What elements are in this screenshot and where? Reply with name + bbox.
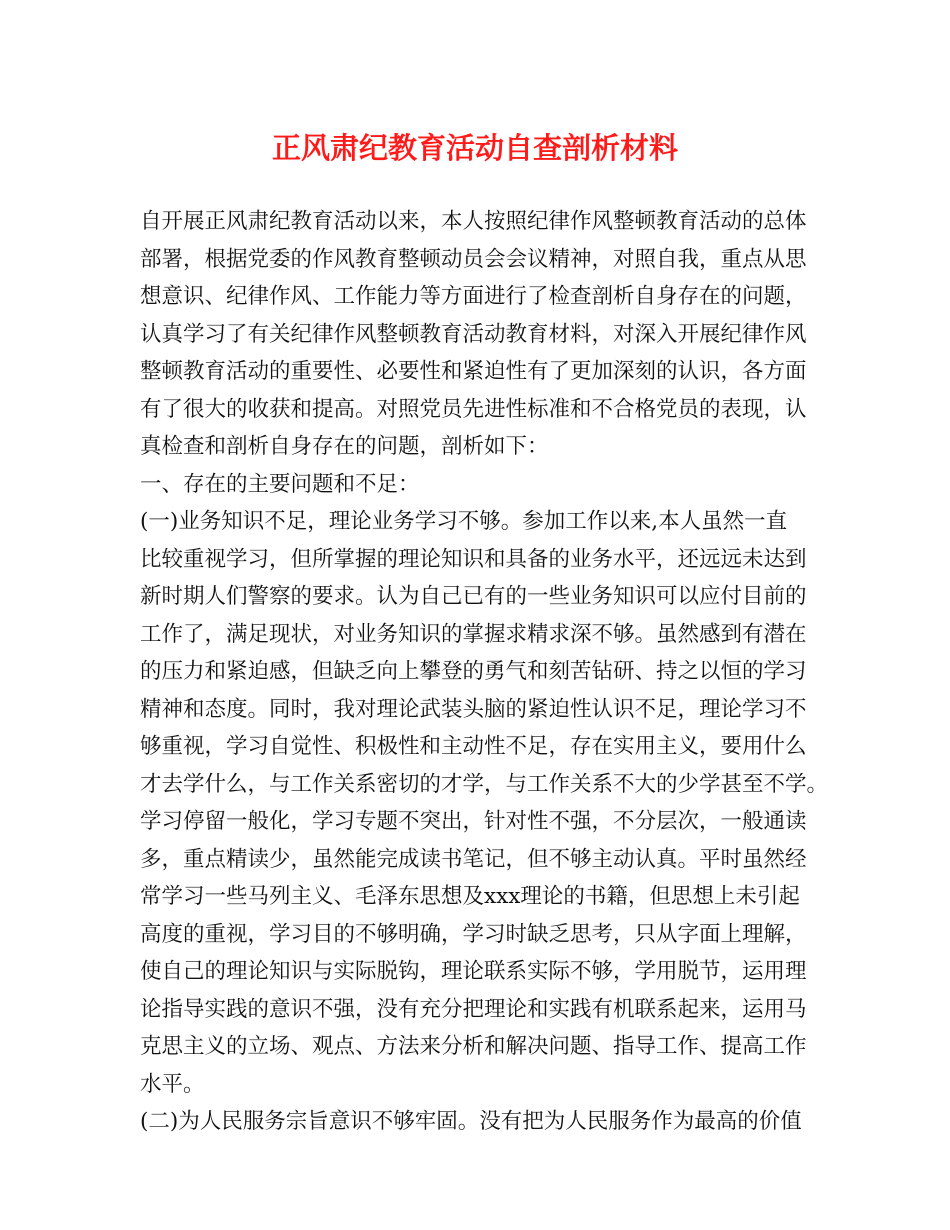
text-line: 多，重点精读少，虽然能完成读书笔记，但不够主动认真。平时虽然经 — [140, 846, 807, 872]
text-line: 使自己的理论知识与实际脱钩，理论联系实际不够，学用脱节，运用理 — [140, 959, 807, 984]
text-line: 高度的重视，学习目的不够明确，学习时缺乏思考，只从字面上理解， — [140, 921, 807, 947]
text-line: (二)为人民服务宗旨意识不够牢固。没有把为人民服务作为最高的价值 — [140, 1109, 802, 1134]
text-line: 有了很大的收获和提高。对照党员先进性标准和不合格党员的表现，认 — [140, 396, 807, 422]
text-line: 水平。 — [140, 1071, 205, 1097]
text-line: 想意识、纪律作风、工作能力等方面进行了检查剖析自身存在的问题， — [140, 284, 807, 309]
text-line: 够重视，学习自觉性、积极性和主动性不足，存在实用主义，要用什么 — [140, 734, 807, 759]
text-line: 比较重视学习，但所掌握的理论知识和具备的业务水平，还远远未达到 — [140, 546, 807, 572]
text-line: 克思主义的立场、观点、方法来分析和解决问题、指导工作、提高工作 — [140, 1034, 807, 1059]
text-line: 工作了，满足现状，对业务知识的掌握求精求深不够。虽然感到有潜在 — [140, 621, 807, 647]
text-line: 自开展正风肃纪教育活动以来，本人按照纪律作风整顿教育活动的总体 — [140, 209, 807, 234]
document-title: 正风肃纪教育活动自查剖析材料 — [271, 131, 678, 165]
text-line: 才去学什么，与工作关系密切的才学，与工作关系不大的少学甚至不学。 — [140, 771, 829, 797]
text-line: (一)业务知识不足，理论业务学习不够。参加工作以来,本人虽然一直 — [140, 509, 788, 534]
section-heading: 一、存在的主要问题和不足： — [140, 471, 420, 497]
text-line: 精神和态度。同时，我对理论武装头脑的紧迫性认识不足，理论学习不 — [140, 696, 807, 722]
text-line: 论指导实践的意识不强，没有充分把理论和实践有机联系起来，运用马 — [140, 996, 807, 1022]
text-line: 新时期人们警察的要求。认为自己已有的一些业务知识可以应付目前的 — [140, 584, 807, 609]
text-line: 认真学习了有关纪律作风整顿教育活动教育材料，对深入开展纪律作风 — [140, 321, 807, 347]
text-line: 学习停留一般化，学习专题不突出，针对性不强，不分层次，一般通读 — [140, 809, 807, 834]
text-line: 常学习一些马列主义、毛泽东思想及xxx理论的书籍，但思想上未引起 — [140, 884, 800, 909]
text-line: 的压力和紧迫感，但缺乏向上攀登的勇气和刻苦钻研、持之以恒的学习 — [140, 659, 807, 684]
text-line: 部署，根据党委的作风教育整顿动员会会议精神，对照自我，重点从思 — [140, 246, 807, 272]
document-body — [140, 203, 830, 1141]
text-line: 整顿教育活动的重要性、必要性和紧迫性有了更加深刻的认识，各方面 — [140, 359, 807, 384]
text-line: 真检查和剖析自身存在的问题，剖析如下： — [140, 434, 549, 459]
